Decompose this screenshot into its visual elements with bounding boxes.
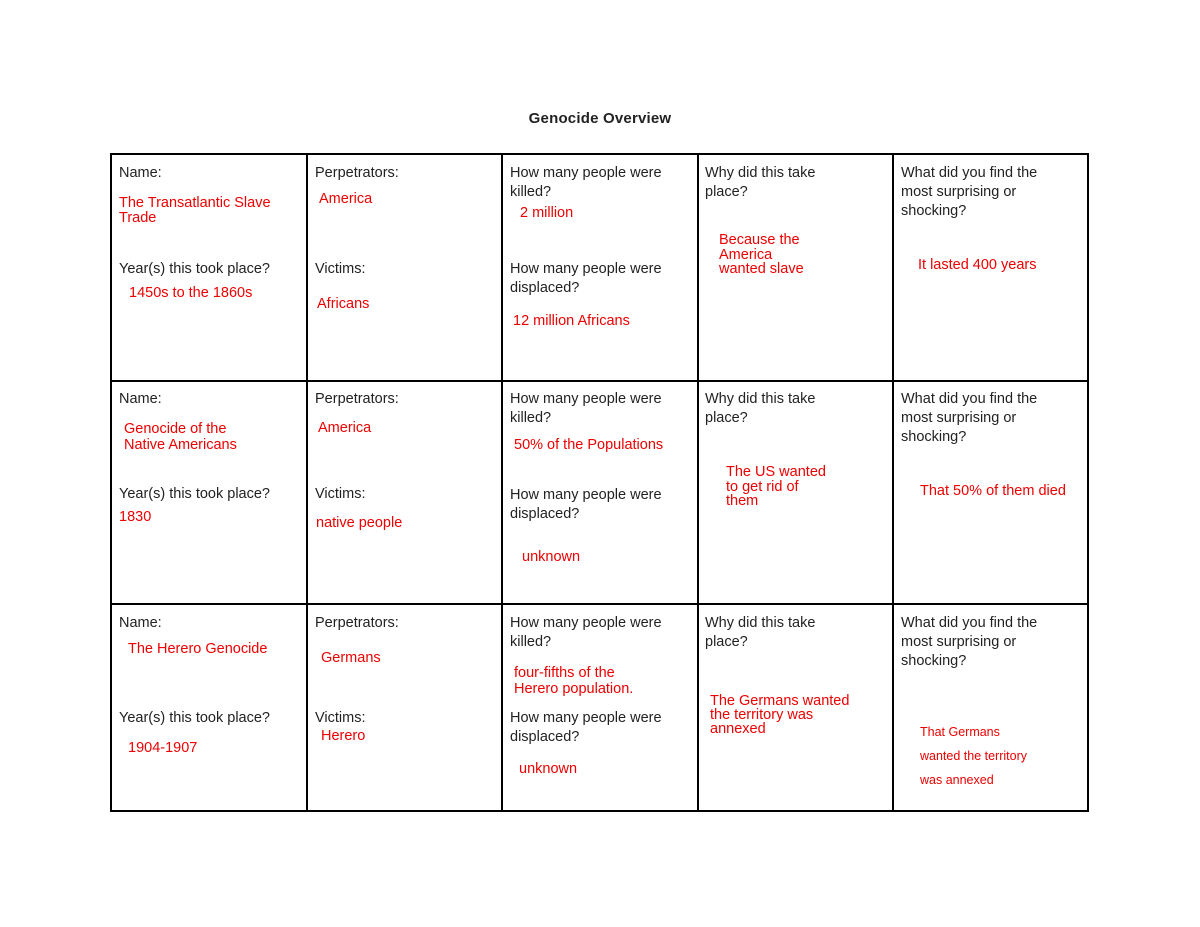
killed-answer-line: Herero population.: [514, 681, 634, 697]
why-answer-line: wanted slave: [719, 261, 804, 277]
displaced-answer: unknown: [519, 761, 578, 777]
killed-label: How many people were: [510, 165, 662, 181]
surprising-label: What did you find the: [901, 391, 1038, 407]
displaced-label: How many people were: [510, 261, 662, 277]
name-label: Name:: [119, 615, 162, 631]
column-divider: [892, 155, 894, 810]
surprising-answer-line: wanted the territory: [920, 749, 1027, 763]
name-label: Name:: [119, 165, 162, 181]
perpetrators-label: Perpetrators:: [315, 615, 399, 631]
killed-label: How many people were: [510, 391, 662, 407]
document-title: Genocide Overview: [528, 110, 672, 127]
why-answer-line: annexed: [710, 721, 766, 737]
victims-answer: Herero: [321, 728, 366, 744]
displaced-label: displaced?: [510, 280, 580, 296]
surprising-answer-line: That Germans: [920, 725, 1000, 739]
years-label: Year(s) this took place?: [119, 261, 270, 277]
displaced-label: displaced?: [510, 729, 580, 745]
perpetrators-label: Perpetrators:: [315, 165, 399, 181]
why-label: Why did this take: [705, 391, 816, 407]
why-label: place?: [705, 184, 748, 200]
why-label: place?: [705, 634, 748, 650]
name-label: Name:: [119, 391, 162, 407]
why-answer-line: the territory was: [710, 707, 814, 723]
name-answer-line: The Transatlantic Slave: [119, 195, 271, 211]
displaced-label: How many people were: [510, 487, 662, 503]
years-label: Year(s) this took place?: [119, 486, 270, 502]
surprising-label: shocking?: [901, 429, 967, 445]
killed-answer-line: four-fifths of the: [514, 665, 615, 681]
name-answer-line: The Herero Genocide: [128, 641, 268, 657]
killed-label: How many people were: [510, 615, 662, 631]
displaced-answer: 12 million Africans: [513, 313, 630, 329]
perpetrators-answer: America: [318, 420, 372, 436]
killed-label: killed?: [510, 634, 552, 650]
why-answer-line: to get rid of: [726, 479, 799, 495]
surprising-label: most surprising or: [901, 634, 1017, 650]
killed-label: killed?: [510, 184, 552, 200]
why-answer-line: The Germans wanted: [710, 693, 850, 709]
row-divider: [112, 603, 1087, 605]
years-answer: 1904-1907: [128, 740, 198, 756]
perpetrators-answer: America: [319, 191, 373, 207]
years-answer: 1450s to the 1860s: [129, 285, 253, 301]
displaced-label: How many people were: [510, 710, 662, 726]
displaced-answer: unknown: [522, 549, 581, 565]
victims-label: Victims:: [315, 710, 366, 726]
years-answer: 1830: [119, 509, 152, 525]
why-answer-line: them: [726, 493, 759, 509]
perpetrators-label: Perpetrators:: [315, 391, 399, 407]
why-label: Why did this take: [705, 615, 816, 631]
name-answer-line: Native Americans: [124, 437, 237, 453]
why-answer-line: The US wanted: [726, 464, 826, 480]
name-answer-line: Genocide of the: [124, 421, 227, 437]
years-label: Year(s) this took place?: [119, 710, 270, 726]
surprising-label: shocking?: [901, 653, 967, 669]
victims-answer: Africans: [317, 296, 370, 312]
column-divider: [501, 155, 503, 810]
surprising-answer-line: was annexed: [920, 773, 994, 787]
surprising-label: most surprising or: [901, 184, 1017, 200]
surprising-label: What did you find the: [901, 615, 1038, 631]
victims-answer: native people: [316, 515, 403, 531]
row-divider: [112, 380, 1087, 382]
why-label: Why did this take: [705, 165, 816, 181]
killed-answer: 50% of the Populations: [514, 437, 664, 453]
displaced-label: displaced?: [510, 506, 580, 522]
column-divider: [697, 155, 699, 810]
surprising-label: most surprising or: [901, 410, 1017, 426]
why-label: place?: [705, 410, 748, 426]
name-answer-line: Trade: [119, 210, 157, 226]
surprising-answer: That 50% of them died: [920, 483, 1066, 499]
victims-label: Victims:: [315, 261, 366, 277]
killed-label: killed?: [510, 410, 552, 426]
perpetrators-answer: Germans: [321, 650, 381, 666]
surprising-label: What did you find the: [901, 165, 1038, 181]
victims-label: Victims:: [315, 486, 366, 502]
why-answer-line: America: [719, 247, 773, 263]
surprising-label: shocking?: [901, 203, 967, 219]
column-divider: [306, 155, 308, 810]
killed-answer: 2 million: [520, 205, 574, 221]
why-answer-line: Because the: [719, 232, 800, 248]
surprising-answer: It lasted 400 years: [918, 257, 1037, 273]
